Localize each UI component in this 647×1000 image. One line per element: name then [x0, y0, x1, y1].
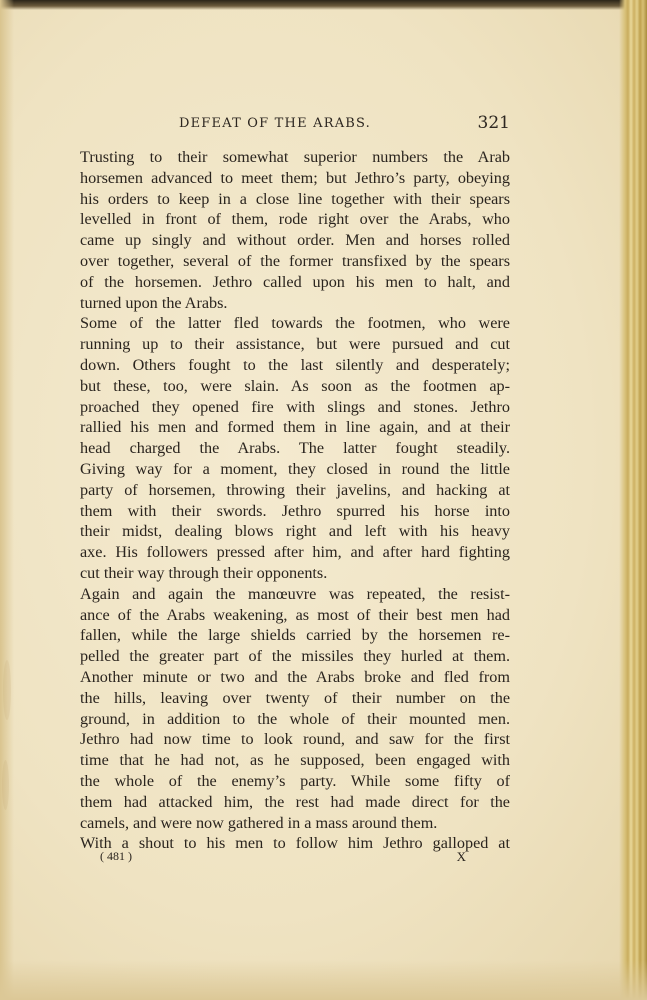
text-line: the hills, leaving over twenty of their number on the	[80, 688, 510, 707]
page-gutter-shadow	[0, 0, 14, 1000]
text-line: his orders to keep in a close line together with their spears	[80, 189, 510, 208]
text-line: their midst, dealing blows right and left with his heavy	[80, 522, 510, 541]
text-line: cut their way through their opponents.	[80, 563, 328, 582]
text-line: came up singly and without order. Men and horses rolled	[80, 231, 510, 250]
text-line: head charged the Arabs. The latter fought steadily.	[80, 439, 510, 458]
page-bottom-shade	[0, 960, 647, 1000]
page-top-edge	[0, 0, 647, 10]
text-line: but these, too, were slain. As soon as the footmen ap-	[80, 376, 510, 395]
text-line: ance of the Arabs weakening, as most of their best men had	[80, 605, 510, 624]
text-line: levelled in front of them, rode right over the Arabs, who	[80, 210, 510, 229]
page-number: 321	[477, 113, 510, 133]
printer-signature-letter: X	[456, 849, 466, 864]
text-line: running up to their assistance, but were pursued and cut	[80, 335, 510, 354]
text-line: Another minute or two and the Arabs broke and fled from	[80, 667, 510, 686]
text-line: Trusting to their somewhat superior numbers the Arab	[80, 148, 510, 166]
text-line: proached they opened fire with slings and stones. Jethro	[80, 397, 510, 416]
text-line: time that he had not, as he supposed, been engaged with	[80, 751, 510, 770]
text-line: them had attacked him, the rest had made direct for the	[80, 792, 510, 811]
text-line: them with their swords. Jethro spurred his horse into	[80, 501, 510, 520]
text-line: Again and again the manœuvre was repeated, the resist-	[80, 584, 510, 603]
text-line: ground, in addition to the whole of their mounted men.	[80, 709, 510, 728]
text-line: Jethro had now time to look round, and saw for the first	[80, 730, 510, 749]
text-line: With a shout to his men to follow him Jethro galloped at	[80, 834, 510, 853]
text-line: party of horsemen, throwing their javelins, and hacking at	[80, 480, 510, 499]
text-line: down. Others fought to the last silently and desperately;	[80, 355, 510, 374]
running-header	[80, 113, 510, 137]
text-line: turned upon the Arabs.	[80, 293, 228, 312]
text-line: rallied his men and formed them in line again, and at their	[80, 418, 510, 437]
text-line: camels, and were now gathered in a mass around them.	[80, 813, 438, 832]
page-fore-edge	[619, 0, 647, 1000]
text-line: of the horsemen. Jethro called upon his men to halt, and	[80, 272, 510, 291]
text-line: fallen, while the large shields carried by the horsemen re-	[80, 626, 510, 645]
text-line: Giving way for a moment, they closed in round the little	[80, 459, 510, 478]
text-line: axe. His followers pressed after him, and after hard fighting	[80, 543, 510, 562]
paper-stain	[2, 760, 9, 810]
paper-stain	[3, 660, 11, 720]
page-footer	[80, 849, 510, 869]
text-line: horsemen advanced to meet them; but Jethro’s party, obeying	[80, 168, 510, 187]
text-line: pelled the greater part of the missiles they hurled at them.	[80, 647, 510, 666]
printer-signature-number: ( 481 )	[100, 849, 132, 863]
text-line: Some of the latter fled towards the footmen, who were	[80, 314, 510, 333]
text-line: over together, several of the former transfixed by the spears	[80, 251, 510, 270]
text-line: the whole of the enemy’s party. While some fifty of	[80, 771, 510, 790]
body-text	[80, 147, 510, 854]
running-head-title: DEFEAT OF THE ARABS.	[178, 116, 372, 131]
